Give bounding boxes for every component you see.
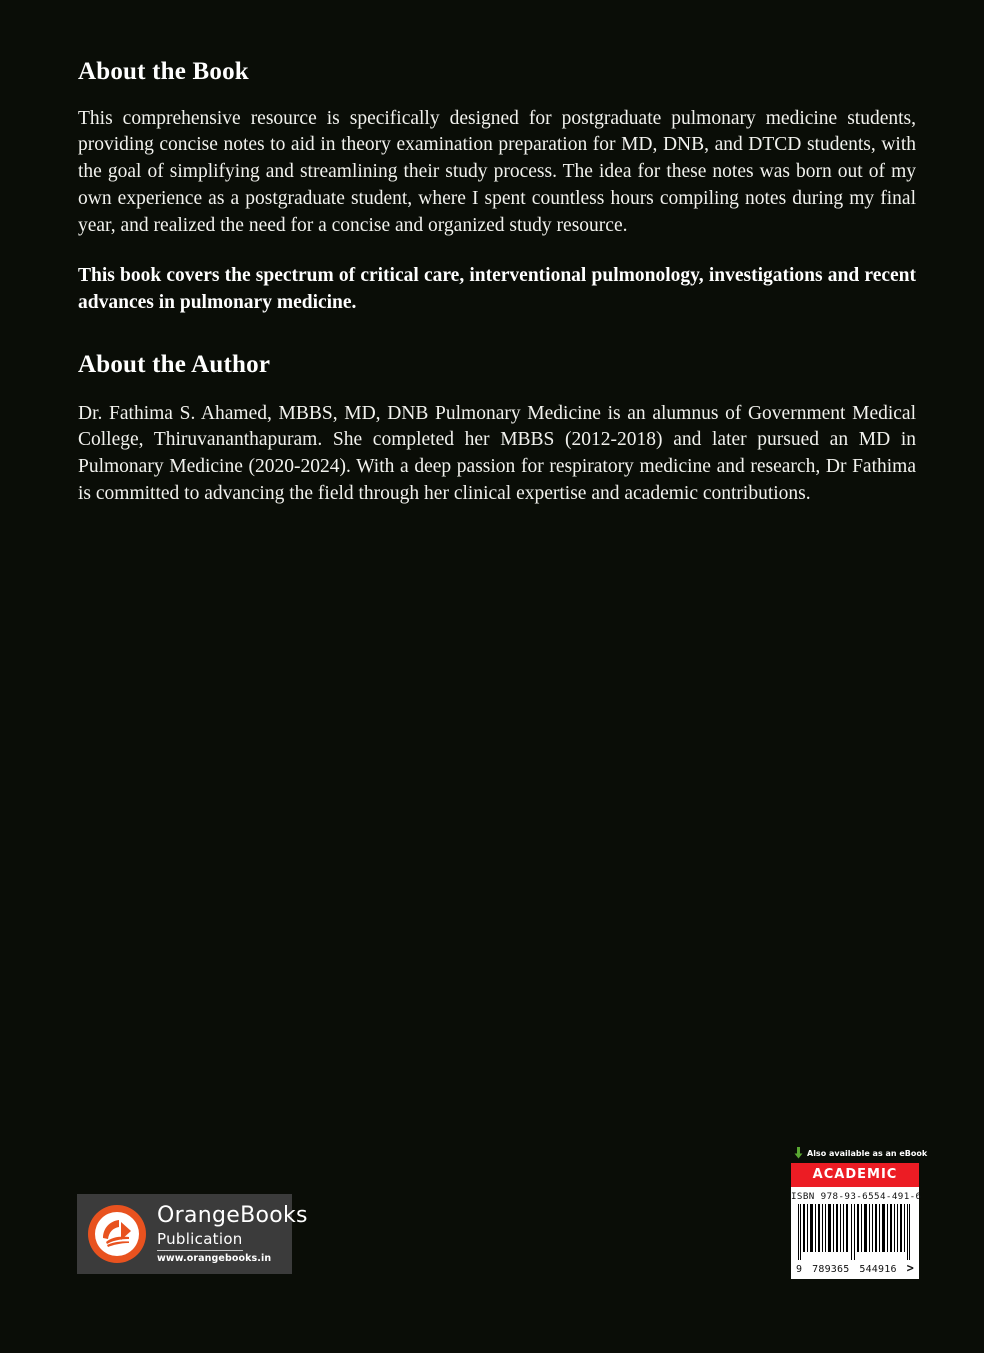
- about-book-heading: About the Book: [78, 58, 249, 85]
- download-arrow-icon: [794, 1147, 803, 1159]
- ean-digits-row: [791, 1260, 919, 1277]
- about-book-paragraph: This comprehensive resource is specifically designed for postgraduate pulmonary medicine students, providing concise notes to aid in theory examination preparation for MD, DNB, and DTCD students, with the goal of simplifying and streamlining their study process. The idea for these notes was born out of my own experience as a postgraduate student, where I spent countless hours compiling notes during my final year, and realized the need for a concise and organized study resource.: [78, 107, 916, 236]
- barcode-card: [791, 1163, 922, 1279]
- publisher-subtitle: Publication: [157, 1232, 243, 1251]
- publisher-wordmark: [157, 1202, 308, 1264]
- ean-left-digit: 9: [796, 1264, 803, 1275]
- category-banner: ACADEMIC: [791, 1163, 919, 1187]
- about-author-heading: About the Author: [78, 351, 271, 379]
- ean-trailing-marker: >: [906, 1261, 914, 1275]
- ean-group-2: 544916: [859, 1264, 897, 1275]
- about-author-paragraph: Dr. Fathima S. Ahamed, MBBS, MD, DNB Pulmonary Medicine is an alumnus of Government Medical College, Thiruvananthapuram. She completed her MBBS (2012-2018) and later pursued an MD in Pulmonary Medicine (2020-2024). With a deep passion for respiratory medicine and research, Dr Fathima is committed to advancing the field through her clinical expertise and academic contributions.: [78, 402, 916, 504]
- orangebooks-emblem-icon: [88, 1205, 146, 1263]
- ebook-note-text: Also available as an eBook: [807, 1148, 928, 1158]
- cover-text-column: [78, 58, 916, 508]
- ean13-barcode-graphic: [797, 1204, 913, 1260]
- isbn-barcode-block: [791, 1146, 928, 1279]
- publisher-website: www.orangebooks.in: [157, 1252, 272, 1264]
- emblem-book-glyph: [101, 1218, 133, 1250]
- publisher-name: OrangeBooks: [157, 1202, 308, 1228]
- about-book-highlight: This book covers the spectrum of critical care, interventional pulmonology, investigations and recent advances in pulmonary medicine.: [78, 265, 916, 314]
- ean-group-1: 789365: [812, 1264, 850, 1275]
- ebook-availability-note: [791, 1146, 928, 1160]
- isbn-text: ISBN 978-93-6554-491-6: [791, 1191, 922, 1202]
- publisher-logo: [77, 1194, 308, 1274]
